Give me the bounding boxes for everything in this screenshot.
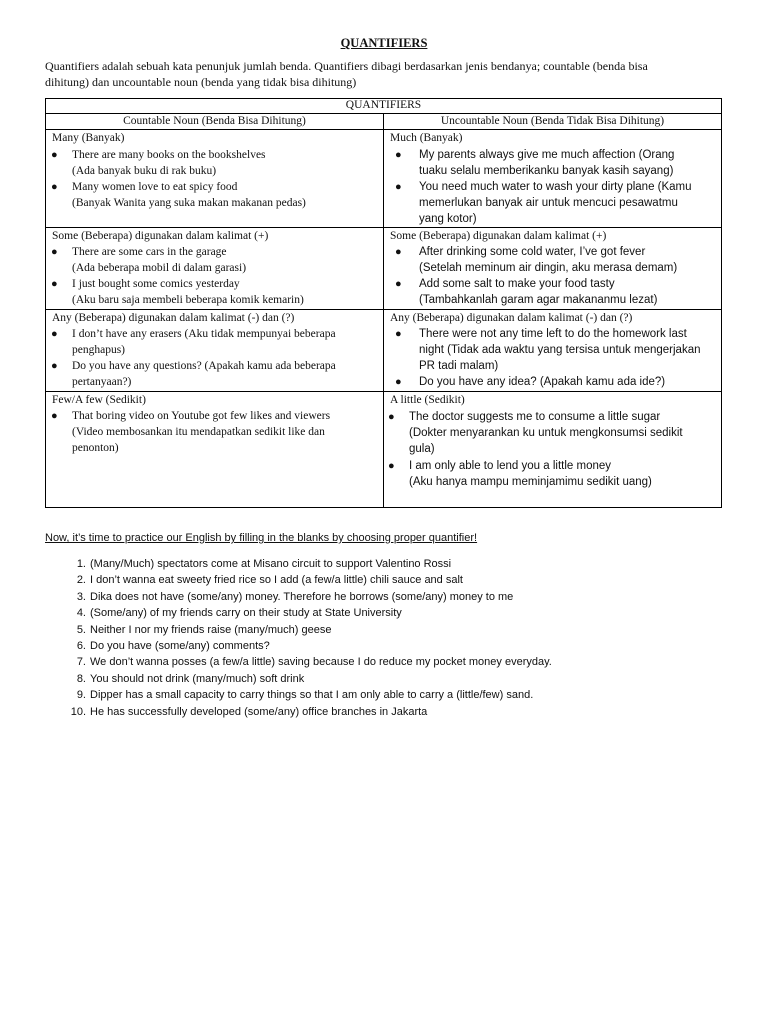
bullet-line: (Setelah meminum air dingin, aku merasa demam) [419, 262, 678, 274]
bullet-icon: ● [395, 376, 402, 388]
bullet-line: (Aku baru saja membeli beberapa komik kemarin) [72, 294, 304, 306]
column-header-uncountable: Uncountable Noun (Benda Tidak Bisa Dihitung) [440, 115, 665, 127]
bullet-line: After drinking some cold water, I’ve got fever [419, 246, 646, 258]
table-row-few-little [46, 391, 721, 507]
bullet-line: gula) [409, 443, 435, 455]
item-number: 1. [76, 558, 86, 570]
document-title: QUANTIFIERS [340, 36, 428, 50]
bullet-line: Do you have any idea? (Apakah kamu ada ide?) [419, 376, 666, 388]
item-number: 3. [76, 590, 86, 603]
quantifiers-table [45, 98, 722, 508]
bullet-line: There are some cars in the garage [72, 246, 227, 258]
bullet-icon: ● [395, 328, 402, 340]
bullet-icon: ● [51, 278, 58, 290]
bullet-line: tuaku selalu memberikanku banyak kasih sayang) [419, 165, 674, 177]
exercise-text: Dipper has a small capacity to carry things so that I am only able to carry a (little/few) sand. [90, 689, 534, 702]
table-row-any [46, 309, 721, 391]
exercise-text: Do you have (some/any) comments? [90, 639, 270, 652]
exercise-text: (Many/Much) spectators come at Misano circuit to support Valentino Rossi [90, 558, 452, 570]
column-header-countable: Countable Noun (Benda Bisa Dihitung) [46, 114, 384, 129]
exercise-text: I don’t wanna eat sweety fried rice so I add (a few/a little) chili sauce and salt [90, 574, 463, 587]
cell-a-little [384, 392, 721, 507]
item-number: 5. [76, 623, 86, 636]
bullet-line: (Tambahkanlah garam agar makananmu lezat) [419, 294, 658, 306]
exercise-text: You should not drink (many/much) soft drink [90, 672, 305, 685]
cell-title: Any (Beberapa) digunakan dalam kalimat (-) dan (?) [52, 312, 295, 324]
cell-some-countable [46, 228, 384, 309]
cell-title: Any (Beberapa) digunakan dalam kalimat (-) dan (?) [390, 312, 633, 324]
exercise-item [45, 638, 725, 654]
bullet-line: (Banyak Wanita yang suka makan makanan pedas) [72, 197, 306, 209]
exercise-item [45, 687, 725, 703]
cell-much [384, 130, 721, 227]
bullet-line: My parents always give me much affection (Orang [419, 149, 675, 161]
bullet-line: I just bought some comics yesterday [72, 278, 240, 290]
exercise-instruction: Now, it’s time to practice our English by filling in the blanks by choosing proper quantifier! [45, 532, 478, 544]
item-number: 9. [76, 689, 86, 702]
intro-line: Quantifiers adalah sebuah kata penunjuk jumlah benda. Quantifiers dibagi berdasarkan jenis bendanya; countable (benda bisa [45, 59, 648, 73]
exercise-item [45, 622, 725, 638]
exercise-item [45, 654, 725, 670]
bullet-line: The doctor suggests me to consume a little sugar [409, 411, 661, 423]
bullet-line: yang kotor) [419, 213, 477, 225]
cell-few [46, 392, 384, 507]
exercise-item [45, 572, 725, 588]
cell-title: A little (Sedikit) [390, 394, 465, 406]
exercise-text: We don’t wanna posses (a few/a little) saving because I do reduce my pocket money everyday. [90, 656, 552, 669]
item-number: 7. [76, 656, 86, 669]
bullet-icon: ● [388, 460, 395, 472]
cell-title: Some (Beberapa) digunakan dalam kalimat (+) [390, 230, 607, 242]
bullet-icon: ● [51, 181, 58, 193]
item-number: 6. [76, 639, 86, 652]
exercise-item [45, 556, 725, 572]
cell-title: Much (Banyak) [390, 132, 463, 144]
bullet-line: (Ada banyak buku di rak buku) [72, 165, 217, 177]
bullet-icon: ● [388, 411, 395, 423]
bullet-line: I am only able to lend you a little money [409, 460, 612, 472]
bullet-line: (Ada beberapa mobil di dalam garasi) [72, 262, 247, 274]
bullet-icon: ● [51, 410, 58, 422]
intro-line: dihitung) dan uncountable noun (benda yang tidak bisa dihitung) [45, 75, 357, 89]
bullet-line: penonton) [72, 442, 119, 454]
bullet-line: There are many books on the bookshelves [72, 149, 266, 161]
bullet-icon: ● [395, 181, 402, 193]
bullet-line: Many women love to eat spicy food [72, 181, 238, 193]
bullet-icon: ● [51, 360, 58, 372]
bullet-line: (Aku hanya mampu meminjamimu sedikit uang) [409, 476, 652, 488]
cell-many [46, 130, 384, 227]
item-number: 8. [76, 672, 86, 685]
bullet-icon: ● [51, 149, 58, 161]
exercise-text: Dika does not have (some/any) money. Therefore he borrows (some/any) money to me [90, 590, 514, 603]
bullet-line: Do you have any questions? (Apakah kamu ada beberapa [72, 360, 336, 372]
exercise-item [45, 704, 725, 720]
bullet-line: There were not any time left to do the homework last [419, 328, 687, 340]
bullet-line: PR tadi malam) [419, 360, 499, 372]
exercise-list [45, 556, 725, 720]
bullet-line: memerlukan banyak air untuk mencuci pesawatmu [419, 197, 678, 209]
exercise-text: Neither I nor my friends raise (many/much) geese [90, 623, 332, 636]
bullet-icon: ● [395, 149, 402, 161]
table-column-header-row [46, 113, 721, 129]
bullet-line: penghapus) [72, 344, 126, 356]
bullet-line: night (Tidak ada waktu yang tersisa untuk mengerjakan [419, 344, 701, 356]
table-row-some [46, 227, 721, 309]
exercise-text: (Some/any) of my friends carry on their study at State University [90, 607, 402, 620]
cell-title: Many (Banyak) [52, 132, 125, 144]
item-number: 4. [76, 607, 86, 620]
exercise-text: He has successfully developed (some/any) office branches in Jakarta [90, 705, 428, 718]
cell-title: Some (Beberapa) digunakan dalam kalimat (+) [52, 230, 269, 242]
exercise-item [45, 589, 725, 605]
bullet-line: Add some salt to make your food tasty [419, 278, 615, 290]
bullet-line: (Dokter menyarankan ku untuk mengkonsumsi sedikit [409, 427, 683, 439]
cell-any-countable [46, 310, 384, 391]
bullet-icon: ● [395, 246, 402, 258]
item-number: 2. [76, 574, 86, 587]
bullet-line: You need much water to wash your dirty plane (Kamu [419, 181, 692, 193]
bullet-icon: ● [51, 246, 58, 258]
intro-paragraph [45, 58, 725, 90]
cell-any-uncountable [384, 310, 721, 391]
table-header: QUANTIFIERS [345, 99, 422, 111]
table-row-many-much [46, 129, 721, 227]
cell-title: Few/A few (Sedikit) [52, 394, 146, 406]
bullet-line: pertanyaan?) [72, 376, 132, 388]
exercise-item [45, 605, 725, 621]
item-number: 10. [70, 705, 86, 718]
bullet-line: I don’t have any erasers (Aku tidak mempunyai beberapa [72, 328, 336, 340]
bullet-line: That boring video on Youtube got few likes and viewers [72, 410, 331, 422]
exercise-item [45, 671, 725, 687]
cell-some-uncountable [384, 228, 721, 309]
bullet-icon: ● [395, 278, 402, 290]
bullet-line: (Video membosankan itu mendapatkan sedikit like dan [72, 426, 325, 438]
bullet-icon: ● [51, 328, 58, 340]
